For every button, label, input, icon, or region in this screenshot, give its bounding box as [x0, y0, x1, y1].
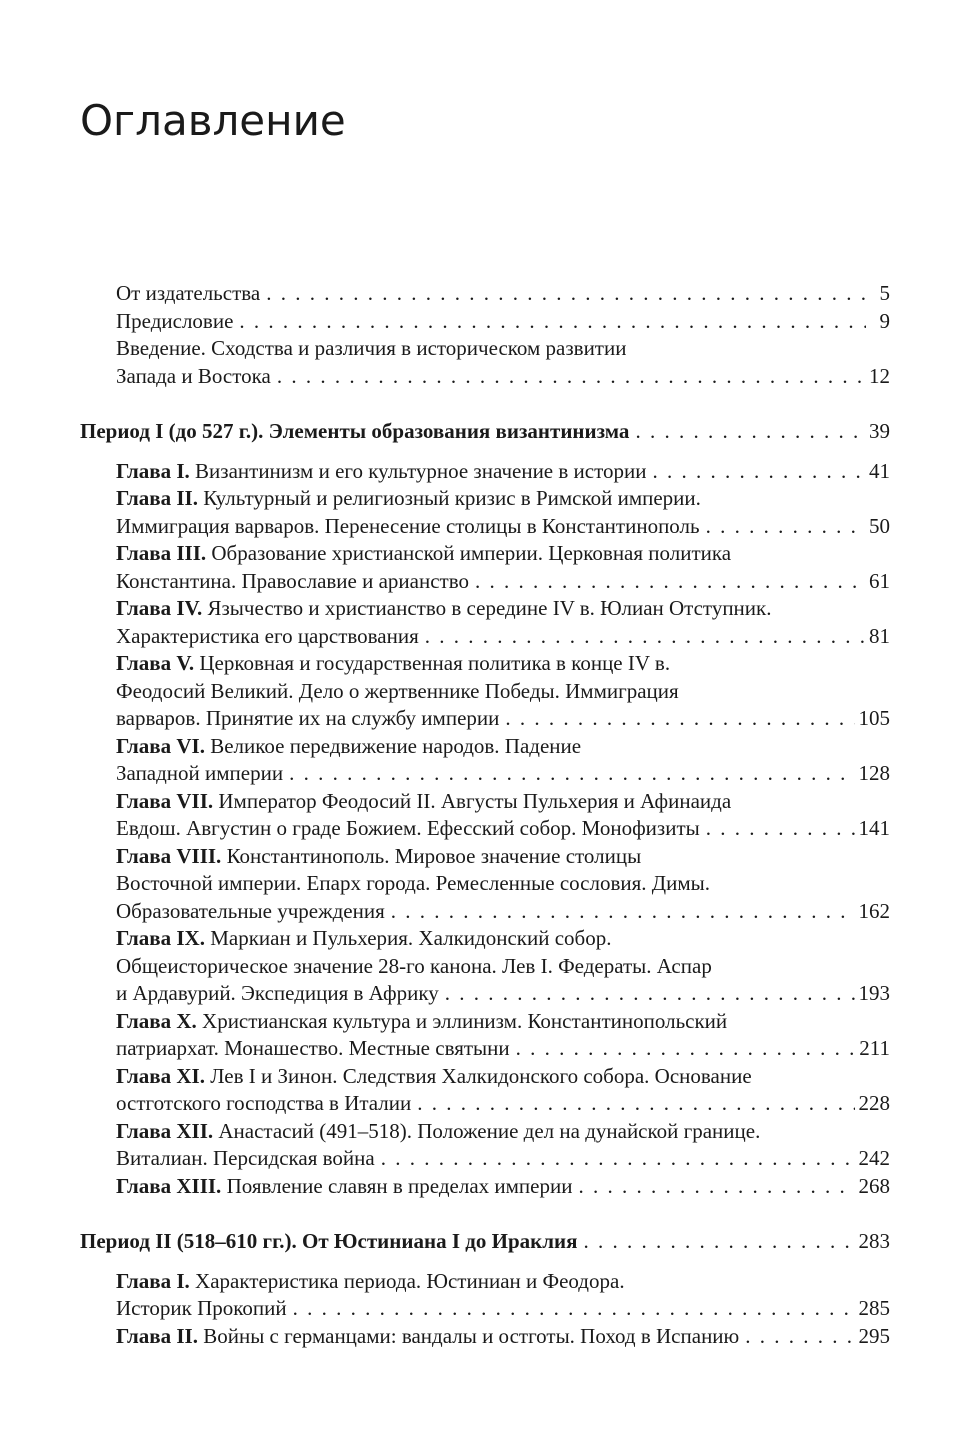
page-number: 12 [869, 363, 890, 388]
toc-entry-text: Лев I и Зинон. Следствия Халкидонского собора. Основание [210, 1063, 752, 1088]
toc-entry-last-line [116, 623, 890, 651]
dot-leader [239, 308, 866, 336]
dot-leader [425, 623, 865, 651]
dot-leader [706, 513, 865, 541]
page-title: Оглавление [80, 96, 346, 145]
dot-leader [635, 418, 865, 446]
toc-entry-title: патриархат. Монашество. Местные святыни [116, 1036, 510, 1060]
toc-entry-line [116, 870, 890, 898]
toc-entry-text: Язычество и христианство в середине IV в. Юлиан Отступник. [207, 596, 772, 620]
chapter-entry[interactable] [116, 843, 890, 926]
chapter-entry[interactable] [116, 733, 890, 788]
chapter-entry[interactable] [116, 540, 890, 595]
page-number: 268 [858, 1173, 890, 1198]
toc-entry-title: Период II (518–610 гг.). От Юстиниана I до Ираклия [80, 1229, 578, 1253]
toc-entry-text [116, 513, 700, 541]
toc-entry-line [116, 678, 890, 706]
page-number: 283 [858, 1229, 890, 1253]
chapter-entry[interactable] [116, 1268, 890, 1323]
toc-entry-last-line [116, 308, 890, 336]
toc-entry-line [116, 733, 890, 761]
toc-entry-last-line [116, 1173, 890, 1201]
toc-entry-title: Войны с германцами: вандалы и остготы. Поход в Испанию [203, 1323, 740, 1348]
toc-entry-title: Константина. Православие и арианство [116, 568, 469, 593]
chapter-label: Глава XI. [116, 1063, 205, 1088]
toc-entry-last-line [116, 513, 890, 541]
page-number: 295 [858, 1323, 890, 1348]
toc-entry-line [116, 1118, 890, 1146]
toc-entry-text [116, 1145, 375, 1173]
table-of-contents [80, 280, 890, 1378]
toc-entry-line [116, 650, 890, 678]
page-number: 285 [858, 1296, 890, 1320]
dot-leader [583, 1228, 854, 1256]
toc-entry-text: Маркиан и Пульхерия. Халкидонский собор. [210, 926, 612, 950]
page-number: 50 [869, 513, 890, 538]
toc-entry-text: Образование христианской империи. Церковная политика [211, 541, 732, 565]
toc-entry-title: Период I (до 527 г.). Элементы образования византинизма [80, 419, 630, 443]
chapter-entry[interactable] [116, 1118, 890, 1173]
chapter-entry[interactable] [116, 1063, 890, 1118]
toc-entry-line [116, 335, 890, 363]
page-number: 162 [858, 898, 890, 923]
toc-entry-title: остготского господства в Италии [116, 1091, 412, 1115]
toc-entry-text [116, 815, 700, 843]
chapter-entry[interactable] [116, 1173, 890, 1201]
toc-entry-line [116, 953, 890, 981]
period-heading[interactable] [80, 418, 890, 446]
toc-entry-text [116, 280, 260, 308]
toc-entry-title: Историк Прокопий [116, 1296, 287, 1320]
toc-entry-text [116, 1323, 739, 1351]
toc-entry-text [116, 760, 283, 788]
toc-entry[interactable] [116, 335, 890, 390]
toc-entry-title: Иммиграция варваров. Перенесение столицы в Константинополь [116, 513, 700, 538]
page-number: 81 [869, 623, 890, 648]
chapter-entry[interactable] [116, 485, 890, 540]
toc-entry-last-line [116, 1295, 890, 1323]
page-number: 5 [879, 281, 890, 305]
dot-leader [293, 1295, 855, 1323]
chapter-label: Глава IV. [116, 596, 203, 620]
chapter-label: Глава II. [116, 1323, 198, 1348]
toc-entry-title: и Ардавурий. Экспедиция в Африку [116, 981, 439, 1005]
toc-entry-title: Характеристика его царствования [116, 623, 419, 648]
page-number: 242 [858, 1146, 890, 1170]
toc-entry-last-line [116, 458, 890, 486]
page-number: 9 [879, 308, 890, 333]
toc-entry-text [80, 418, 629, 446]
toc-entry-title: Появление славян в пределах империи [226, 1173, 573, 1198]
page-number: 39 [869, 419, 890, 443]
dot-leader [391, 898, 855, 926]
toc-entry-title: Западной империи [116, 761, 284, 785]
toc-entry-last-line [116, 1035, 890, 1063]
toc-entry-text: Церковная и государственная политика в конце IV в. [199, 651, 671, 675]
chapter-label: Глава V. [116, 651, 195, 675]
toc-entry-text [116, 623, 419, 651]
toc-entry-text [116, 458, 646, 486]
chapter-label: Глава X. [116, 1008, 197, 1033]
toc-entry-text [116, 898, 385, 926]
toc-entry-title: Евдош. Августин о граде Божием. Ефесский собор. Монофизиты [116, 816, 700, 840]
toc-entry-last-line [116, 1090, 890, 1118]
toc-entry-last-line [116, 898, 890, 926]
period-group [80, 418, 890, 1200]
chapter-label: Глава VII. [116, 788, 214, 813]
toc-entry-text [116, 1090, 411, 1118]
toc-entry-text: Введение. Сходства и различия в историческом развитии [116, 336, 627, 360]
toc-entry-last-line [116, 280, 890, 308]
toc-entry-title: Византинизм и его культурное значение в истории [195, 458, 647, 483]
toc-entry-last-line [116, 760, 890, 788]
toc-entry-text: Восточной империи. Епарх города. Ремесленные сословия. Димы. [116, 871, 710, 895]
chapter-label: Глава VI. [116, 733, 205, 758]
toc-entry-text: Константинополь. Мировое значение столицы [226, 843, 642, 868]
toc-entry-last-line [116, 815, 890, 843]
toc-entry-line [116, 925, 890, 953]
toc-entry-text: Великое передвижение народов. Падение [210, 733, 582, 758]
chapter-entry[interactable] [116, 458, 890, 486]
toc-entry-line [116, 485, 890, 513]
dot-leader [516, 1035, 856, 1063]
toc-entry-text [116, 1035, 510, 1063]
toc-entry-title: варваров. Принятие их на службу империи [116, 706, 500, 730]
page-number: 41 [869, 458, 890, 483]
toc-entry-last-line [116, 980, 890, 1008]
toc-entry-last-line [116, 1145, 890, 1173]
chapter-entry[interactable] [116, 1323, 890, 1351]
toc-entry[interactable] [116, 308, 890, 336]
toc-entry-text: Христианская культура и эллинизм. Константинопольский [202, 1008, 728, 1033]
toc-entry-line [116, 540, 890, 568]
toc-entry-line [116, 788, 890, 816]
dot-leader [381, 1145, 855, 1173]
toc-entry-line [116, 843, 890, 871]
toc-entry-title: Запада и Востока [116, 363, 271, 388]
chapter-label: Глава VIII. [116, 843, 222, 868]
toc-entry[interactable] [116, 280, 890, 308]
toc-entry-line [116, 1063, 890, 1091]
toc-entry-text: Культурный и религиозный кризис в Римской империи. [203, 486, 701, 510]
dot-leader [505, 705, 854, 733]
toc-entry-last-line [80, 1228, 890, 1256]
page-number: 211 [859, 1036, 890, 1060]
toc-entry-last-line [116, 1323, 890, 1351]
chapter-entry[interactable] [116, 650, 890, 733]
toc-entry-text [116, 1173, 572, 1201]
dot-leader [706, 815, 855, 843]
page-number: 141 [858, 816, 890, 840]
toc-entry-line [116, 1008, 890, 1036]
toc-entry-text [116, 705, 499, 733]
dot-leader [745, 1323, 854, 1351]
toc-entry-text: Характеристика периода. Юстиниан и Феодора. [195, 1268, 625, 1293]
chapter-label: Глава I. [116, 458, 190, 483]
dot-leader [277, 363, 865, 391]
toc-entry-text [80, 1228, 577, 1256]
chapter-label: Глава II. [116, 486, 198, 510]
toc-entry-last-line [116, 363, 890, 391]
toc-entry-title: Виталиан. Персидская война [116, 1146, 375, 1170]
chapter-entry[interactable] [116, 788, 890, 843]
toc-entry-text [116, 363, 271, 391]
dot-leader [266, 280, 866, 308]
toc-entry-text: Император Феодосий II. Августы Пульхерия и Афинаида [218, 788, 732, 813]
dot-leader [417, 1090, 854, 1118]
toc-entry-last-line [80, 418, 890, 446]
front-matter-group [80, 280, 890, 390]
dot-leader [578, 1173, 854, 1201]
period-heading[interactable] [80, 1228, 890, 1256]
page-number: 193 [858, 981, 890, 1005]
dot-leader [652, 458, 865, 486]
toc-entry-text: Анастасий (491–518). Положение дел на дунайской границе. [218, 1118, 761, 1143]
toc-entry-text [116, 980, 439, 1008]
toc-entry-last-line [116, 705, 890, 733]
toc-entry-text: Общеисторическое значение 28-го канона. Лев I. Федераты. Аспар [116, 953, 712, 978]
toc-entry-line [116, 595, 890, 623]
toc-entry-text: Феодосий Великий. Дело о жертвеннике Победы. Иммиграция [116, 678, 679, 703]
toc-entry-line [116, 1268, 890, 1296]
chapter-label: Глава III. [116, 541, 207, 565]
toc-entry-title: Образовательные учреждения [116, 898, 385, 923]
dot-leader [289, 760, 854, 788]
chapter-entry[interactable] [116, 925, 890, 1008]
chapter-label: Глава XIII. [116, 1173, 222, 1198]
page-number: 228 [858, 1091, 890, 1115]
chapter-label: Глава IX. [116, 926, 205, 950]
chapter-label: Глава XII. [116, 1118, 214, 1143]
chapter-entry[interactable] [116, 595, 890, 650]
dot-leader [445, 980, 855, 1008]
chapter-entry[interactable] [116, 1008, 890, 1063]
period-group [80, 1228, 890, 1350]
toc-entry-title: Предисловие [116, 308, 234, 333]
dot-leader [475, 568, 865, 596]
toc-entry-text [116, 308, 233, 336]
toc-entry-title: От издательства [116, 281, 261, 305]
toc-entry-text [116, 1295, 287, 1323]
page-number: 128 [858, 761, 890, 785]
page-number: 105 [858, 706, 890, 730]
chapter-label: Глава I. [116, 1268, 190, 1293]
page-number: 61 [869, 568, 890, 593]
toc-entry-last-line [116, 568, 890, 596]
toc-entry-text [116, 568, 469, 596]
